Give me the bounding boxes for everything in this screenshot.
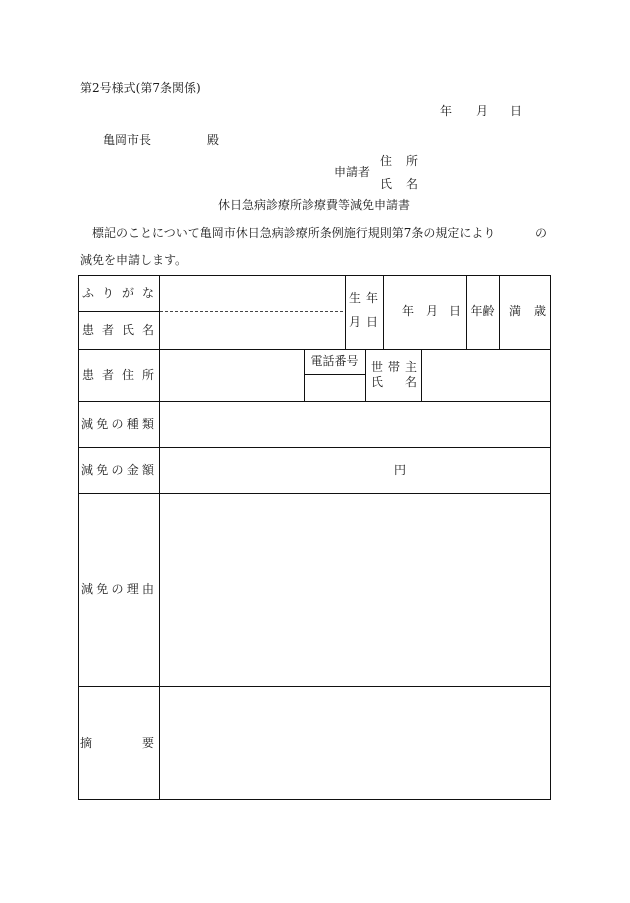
reduction-reason-label: 減免の理由: [81, 582, 154, 596]
age-label: 年齢: [470, 304, 495, 318]
household-head-label-line1: 世帯主: [371, 360, 417, 374]
reduction-type-label: 減免の種類: [81, 417, 154, 431]
furigana-label: ふりがな: [82, 286, 154, 300]
date-day-label: 日: [509, 104, 522, 118]
date-year-label: 年: [439, 104, 452, 118]
birth-date-label-line2: 月日: [349, 315, 378, 329]
birth-date-label-line1: 生年: [349, 291, 378, 305]
document-title: 休日急病診療所診療費等減免申請書: [217, 198, 410, 212]
age-prefix: 満: [508, 304, 521, 318]
form-number: 第2号様式(第7条関係): [80, 81, 201, 95]
patient-address-label: 患者住所: [82, 368, 154, 382]
addressee-honorific: 殿: [206, 133, 219, 147]
date-month-label: 月: [475, 104, 488, 118]
body-text-line1: 標記のことについて亀岡市休日急病診療所条例施行規則第7条の規定により: [92, 226, 496, 240]
birth-day-unit: 日: [448, 304, 461, 318]
age-unit: 歳: [533, 304, 546, 318]
addressee-name: 亀岡市長: [103, 133, 152, 147]
birth-year-unit: 年: [401, 304, 414, 318]
applicant-address-label: 住所: [380, 154, 418, 168]
amount-unit: 円: [393, 463, 406, 477]
body-text-line2: 減免を申請します。: [80, 253, 188, 267]
body-text-line1-end: の: [534, 226, 547, 240]
patient-name-label: 患者氏名: [82, 323, 154, 337]
applicant-label: 申請者: [334, 165, 371, 179]
household-head-label-line2: 氏名: [371, 375, 417, 389]
birth-month-unit: 月: [425, 304, 438, 318]
phone-label: 電話番号: [310, 354, 359, 368]
reduction-amount-label: 減免の金額: [81, 463, 154, 477]
summary-label: 摘要: [80, 736, 154, 750]
applicant-name-label: 氏名: [380, 177, 418, 191]
